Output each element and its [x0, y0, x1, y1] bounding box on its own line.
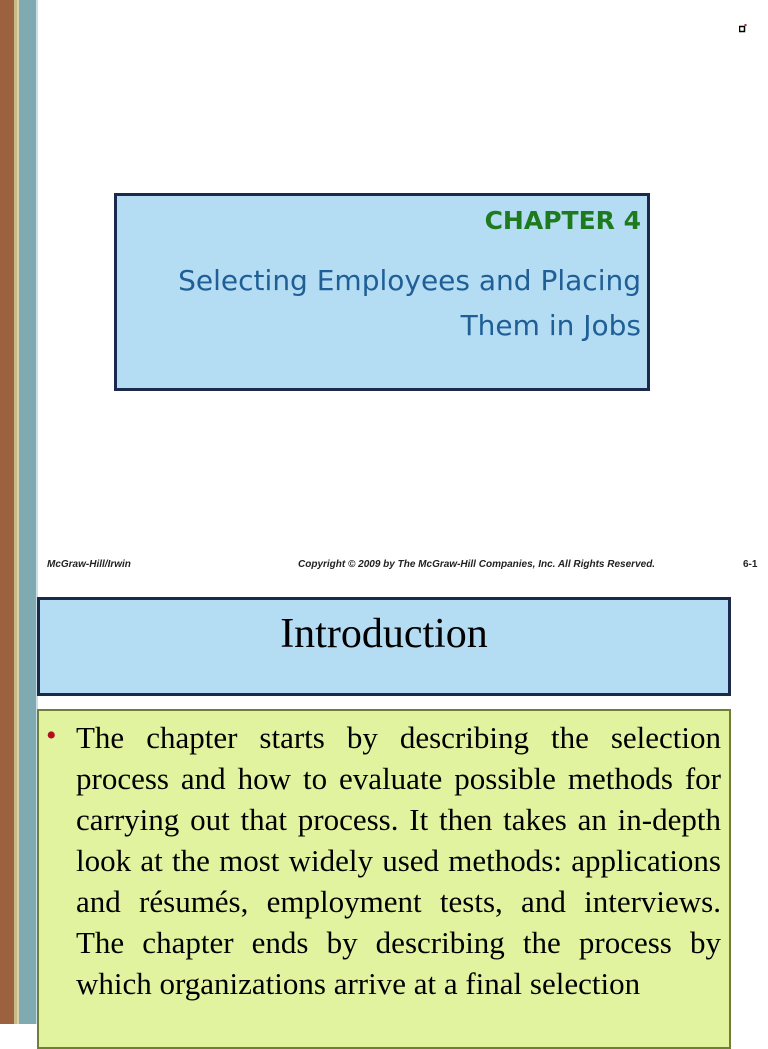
left-decorative-stripes [0, 0, 38, 1024]
stripe-brown [0, 0, 14, 1024]
chapter-label: CHAPTER 4 [484, 206, 641, 235]
slide-title: Introduction [280, 611, 488, 657]
slide-number: 6-1 [743, 559, 758, 570]
introduction-title-box [37, 597, 731, 696]
bullet-text: The chapter starts by describing the selection process and how to evaluate possible methods for carrying out that process. It then takes an in-depth look at the most widely used methods: applications and résumés, employment tests, and interviews. The chapter ends by describing the process by which organizations arrive at a final selection [76, 720, 721, 1001]
chapter-title-box [114, 193, 650, 391]
stripe-teal [19, 0, 36, 1024]
bullet-marker: • [46, 719, 57, 752]
publisher-label: McGraw-Hill/Irwin [47, 559, 131, 570]
chapter-title: Selecting Employees and Placing Them in Jobs [178, 264, 641, 342]
content-box [37, 709, 731, 1049]
copyright-notice: Copyright © 2009 by The McGraw-Hill Companies, Inc. All Rights Reserved. [298, 559, 656, 570]
slide-marker-icon [739, 24, 747, 33]
